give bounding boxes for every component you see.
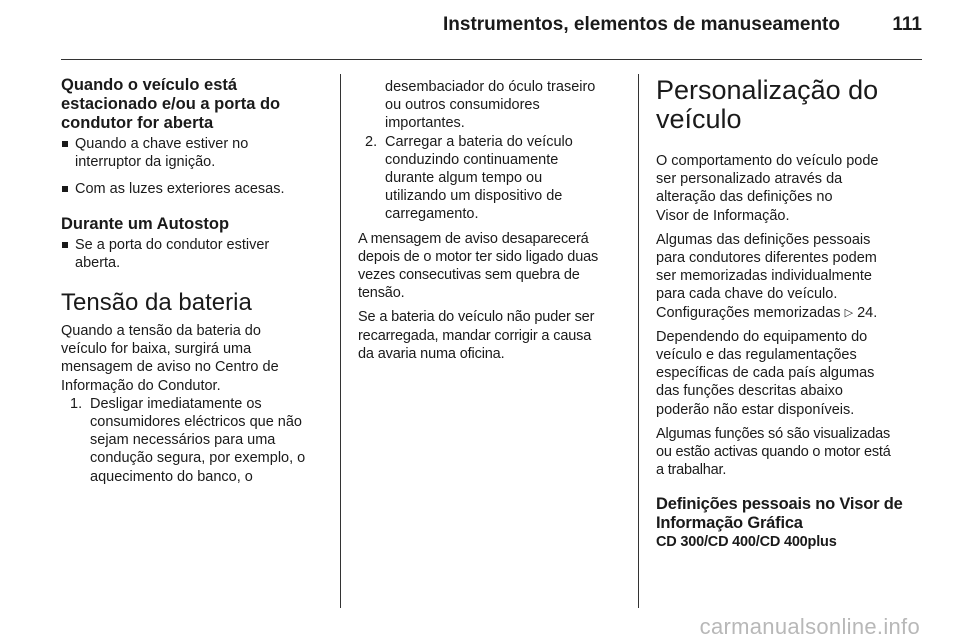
- text-line: durante algum tempo ou: [385, 170, 543, 187]
- paragraph: [358, 230, 628, 303]
- text-line: Dependendo do equipamento do: [656, 328, 868, 345]
- text-line: Se a bateria do veículo não puder ser: [358, 309, 595, 326]
- header-title: Instrumentos, elementos de manuseamento: [443, 14, 840, 35]
- title-line: veículo: [656, 104, 742, 134]
- column-divider-2: [638, 74, 639, 608]
- list-item: [360, 133, 628, 224]
- text-line: recarregada, mandar corrigir a causa: [358, 327, 592, 344]
- text-line: da avaria numa oficina.: [358, 345, 505, 362]
- list-item: [61, 236, 333, 272]
- list-item: [61, 135, 333, 171]
- list-item-text: Se a porta do condutor estiver: [75, 236, 270, 253]
- text-line: A mensagem de aviso desaparecerá: [358, 230, 589, 247]
- list-item: [61, 180, 333, 198]
- text-line: aquecimento do banco, o: [90, 468, 253, 485]
- cross-reference-text: Configurações memorizadas: [656, 304, 841, 321]
- text-line: ou outros consumidores: [385, 97, 540, 114]
- text-line: condução segura, por exemplo, o: [90, 450, 306, 467]
- text-line: consumidores eléctricos que não: [90, 414, 302, 431]
- text-line: ser personalizado através da: [656, 171, 843, 188]
- watermark: carmanualsonline.info: [699, 614, 920, 639]
- heading-autostop: Durante um Autostop: [61, 214, 230, 233]
- section-title-battery: Tensão da bateria: [61, 289, 252, 317]
- text-line: utilizando um dispositivo de: [385, 188, 563, 205]
- paragraph: [656, 328, 922, 419]
- column-3: [656, 76, 922, 552]
- text-line: poderão não estar disponíveis.: [656, 401, 855, 418]
- paragraph: [656, 425, 922, 480]
- column-2: [358, 78, 628, 363]
- list-item-text: Com as luzes exteriores acesas.: [75, 181, 285, 198]
- paragraph: [656, 231, 922, 322]
- list-item-text: Quando a chave estiver no: [75, 136, 249, 152]
- text-line: alteração das definições no: [656, 189, 833, 206]
- column-divider-1: [340, 74, 341, 608]
- header-divider: [61, 59, 922, 60]
- text-line: para condutores diferentes podem: [656, 250, 877, 267]
- heading-vehicle-parked: [61, 76, 333, 133]
- text-line: mensagem de aviso no Centro de: [61, 359, 279, 376]
- bullet-list: [61, 135, 333, 199]
- heading-personal-settings: [656, 495, 922, 533]
- page-number: 111: [892, 14, 922, 35]
- text-line: depois de o motor ter sido ligado duas: [358, 248, 599, 265]
- title-line: Personalização do: [656, 75, 879, 105]
- text-line: ser memorizadas individualmente: [656, 268, 872, 285]
- text-line: Carregar a bateria do veículo: [385, 133, 573, 150]
- heading-line: estacionado e/ou a porta do: [61, 95, 281, 113]
- text-line: tensão.: [358, 285, 405, 302]
- text-line: específicas de cada país algumas: [656, 365, 875, 382]
- text-line: veículo e das regulamentações: [656, 347, 857, 364]
- text-line: Desligar imediatamente os: [90, 395, 262, 412]
- list-item: [65, 395, 333, 486]
- list-continuation: [385, 78, 628, 133]
- text-line: Informação do Condutor.: [61, 377, 221, 394]
- list-number: 2.: [365, 133, 378, 150]
- heading-line: condutor for aberta: [61, 114, 214, 132]
- paragraph: [656, 152, 922, 225]
- text-line: Visor de Informação.: [656, 207, 790, 224]
- numbered-list: [61, 395, 333, 486]
- text-line: O comportamento do veículo pode: [656, 153, 879, 169]
- text-line: das funções descritas abaixo: [656, 383, 843, 400]
- list-item-text: interruptor da ignição.: [75, 154, 216, 171]
- text-line: carregamento.: [385, 206, 479, 223]
- section-title-personalization: [656, 76, 922, 134]
- heading-line: Definições pessoais no Visor de: [656, 495, 903, 514]
- text-line: a trabalhar.: [656, 462, 727, 479]
- text-line: Quando a tensão da bateria do: [61, 323, 261, 340]
- text-line: Algumas das definições pessoais: [656, 231, 871, 248]
- list-item-text: aberta.: [75, 254, 121, 271]
- numbered-list: [358, 133, 628, 224]
- heading-line: Quando o veículo está: [61, 76, 238, 94]
- cross-reference-page[interactable]: 24.: [857, 304, 878, 321]
- column-1: [61, 76, 333, 486]
- text-line: veículo for baixa, surgirá uma: [61, 341, 252, 358]
- paragraph: [61, 322, 333, 395]
- bullet-list: [61, 236, 333, 272]
- page-reference-icon: ▷: [844, 306, 854, 319]
- text-line: ou estão activas quando o motor está: [656, 444, 891, 461]
- text-line: vezes consecutivas sem quebra de: [358, 267, 580, 284]
- text-line: sejam necessários para uma: [90, 432, 276, 449]
- paragraph: [358, 308, 628, 363]
- list-number: 1.: [70, 395, 83, 412]
- subheading-radio-models: CD 300/CD 400/CD 400plus: [656, 534, 837, 551]
- text-line: importantes.: [385, 115, 465, 132]
- text-line: para cada chave do veículo.: [656, 286, 838, 303]
- heading-line: Informação Gráfica: [656, 514, 803, 533]
- text-line: Algumas funções só são visualizadas: [656, 425, 890, 442]
- text-line: desembaciador do óculo traseiro: [385, 79, 596, 95]
- text-line: conduzindo continuamente: [385, 151, 559, 168]
